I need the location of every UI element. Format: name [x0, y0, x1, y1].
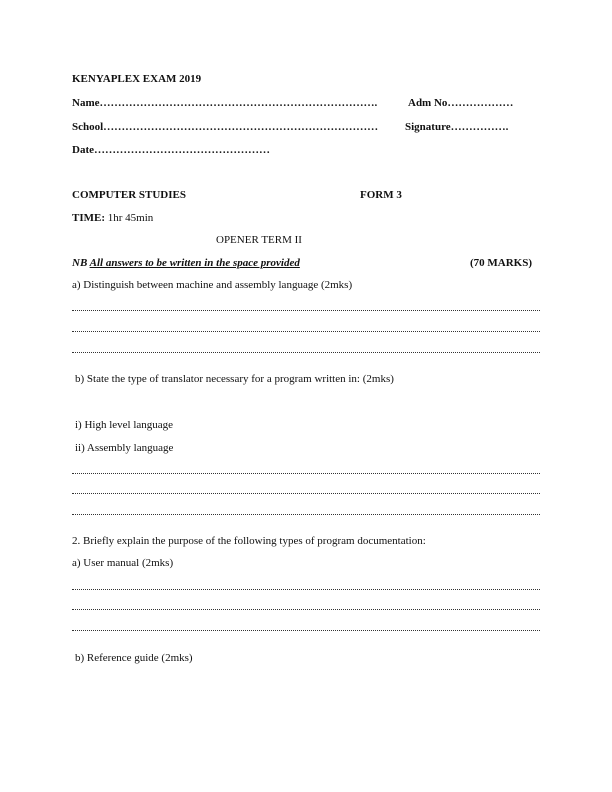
answer-line[interactable] — [72, 331, 540, 332]
time-label: TIME: — [72, 212, 105, 224]
nb-label: NB — [72, 257, 90, 269]
school-field[interactable]: School………………………………………………………………… — [72, 121, 379, 133]
answer-line[interactable] — [72, 609, 540, 610]
question-2b: b) Reference guide (2mks) — [75, 652, 193, 664]
term-label: OPENER TERM II — [216, 234, 302, 246]
nb-text: All answers to be written in the space provided — [89, 257, 300, 269]
answer-line[interactable] — [72, 630, 540, 631]
question-2a: a) User manual (2mks) — [72, 557, 174, 569]
question-1b-ii: ii) Assembly language — [75, 442, 174, 454]
question-2: 2. Briefly explain the purpose of the following types of program documentation: — [72, 535, 426, 547]
date-field[interactable]: Date………………………………………… — [72, 144, 270, 156]
name-field[interactable]: Name…………………………………………………………………. — [72, 97, 378, 109]
subject-label: COMPUTER STUDIES — [72, 189, 186, 201]
question-1b: b) State the type of translator necessary for a program written in: (2mks) — [75, 373, 394, 385]
form-label: FORM 3 — [360, 189, 402, 201]
adm-no-field[interactable]: Adm No……………… — [408, 97, 514, 109]
nb-instruction — [72, 257, 300, 270]
signature-field[interactable]: Signature……………. — [405, 121, 509, 133]
answer-line[interactable] — [72, 514, 540, 515]
answer-line[interactable] — [72, 473, 540, 474]
exam-title: KENYAPLEX EXAM 2019 — [72, 73, 202, 85]
question-1b-i: i) High level language — [75, 419, 174, 431]
answer-line[interactable] — [72, 310, 540, 311]
answer-line[interactable] — [72, 589, 540, 590]
answer-line[interactable] — [72, 493, 540, 494]
question-1a: a) Distinguish between machine and assembly language (2mks) — [72, 279, 353, 291]
total-marks: (70 MARKS) — [470, 257, 533, 269]
answer-line[interactable] — [72, 352, 540, 353]
time-row — [72, 212, 153, 225]
time-value: 1hr 45min — [105, 212, 154, 224]
